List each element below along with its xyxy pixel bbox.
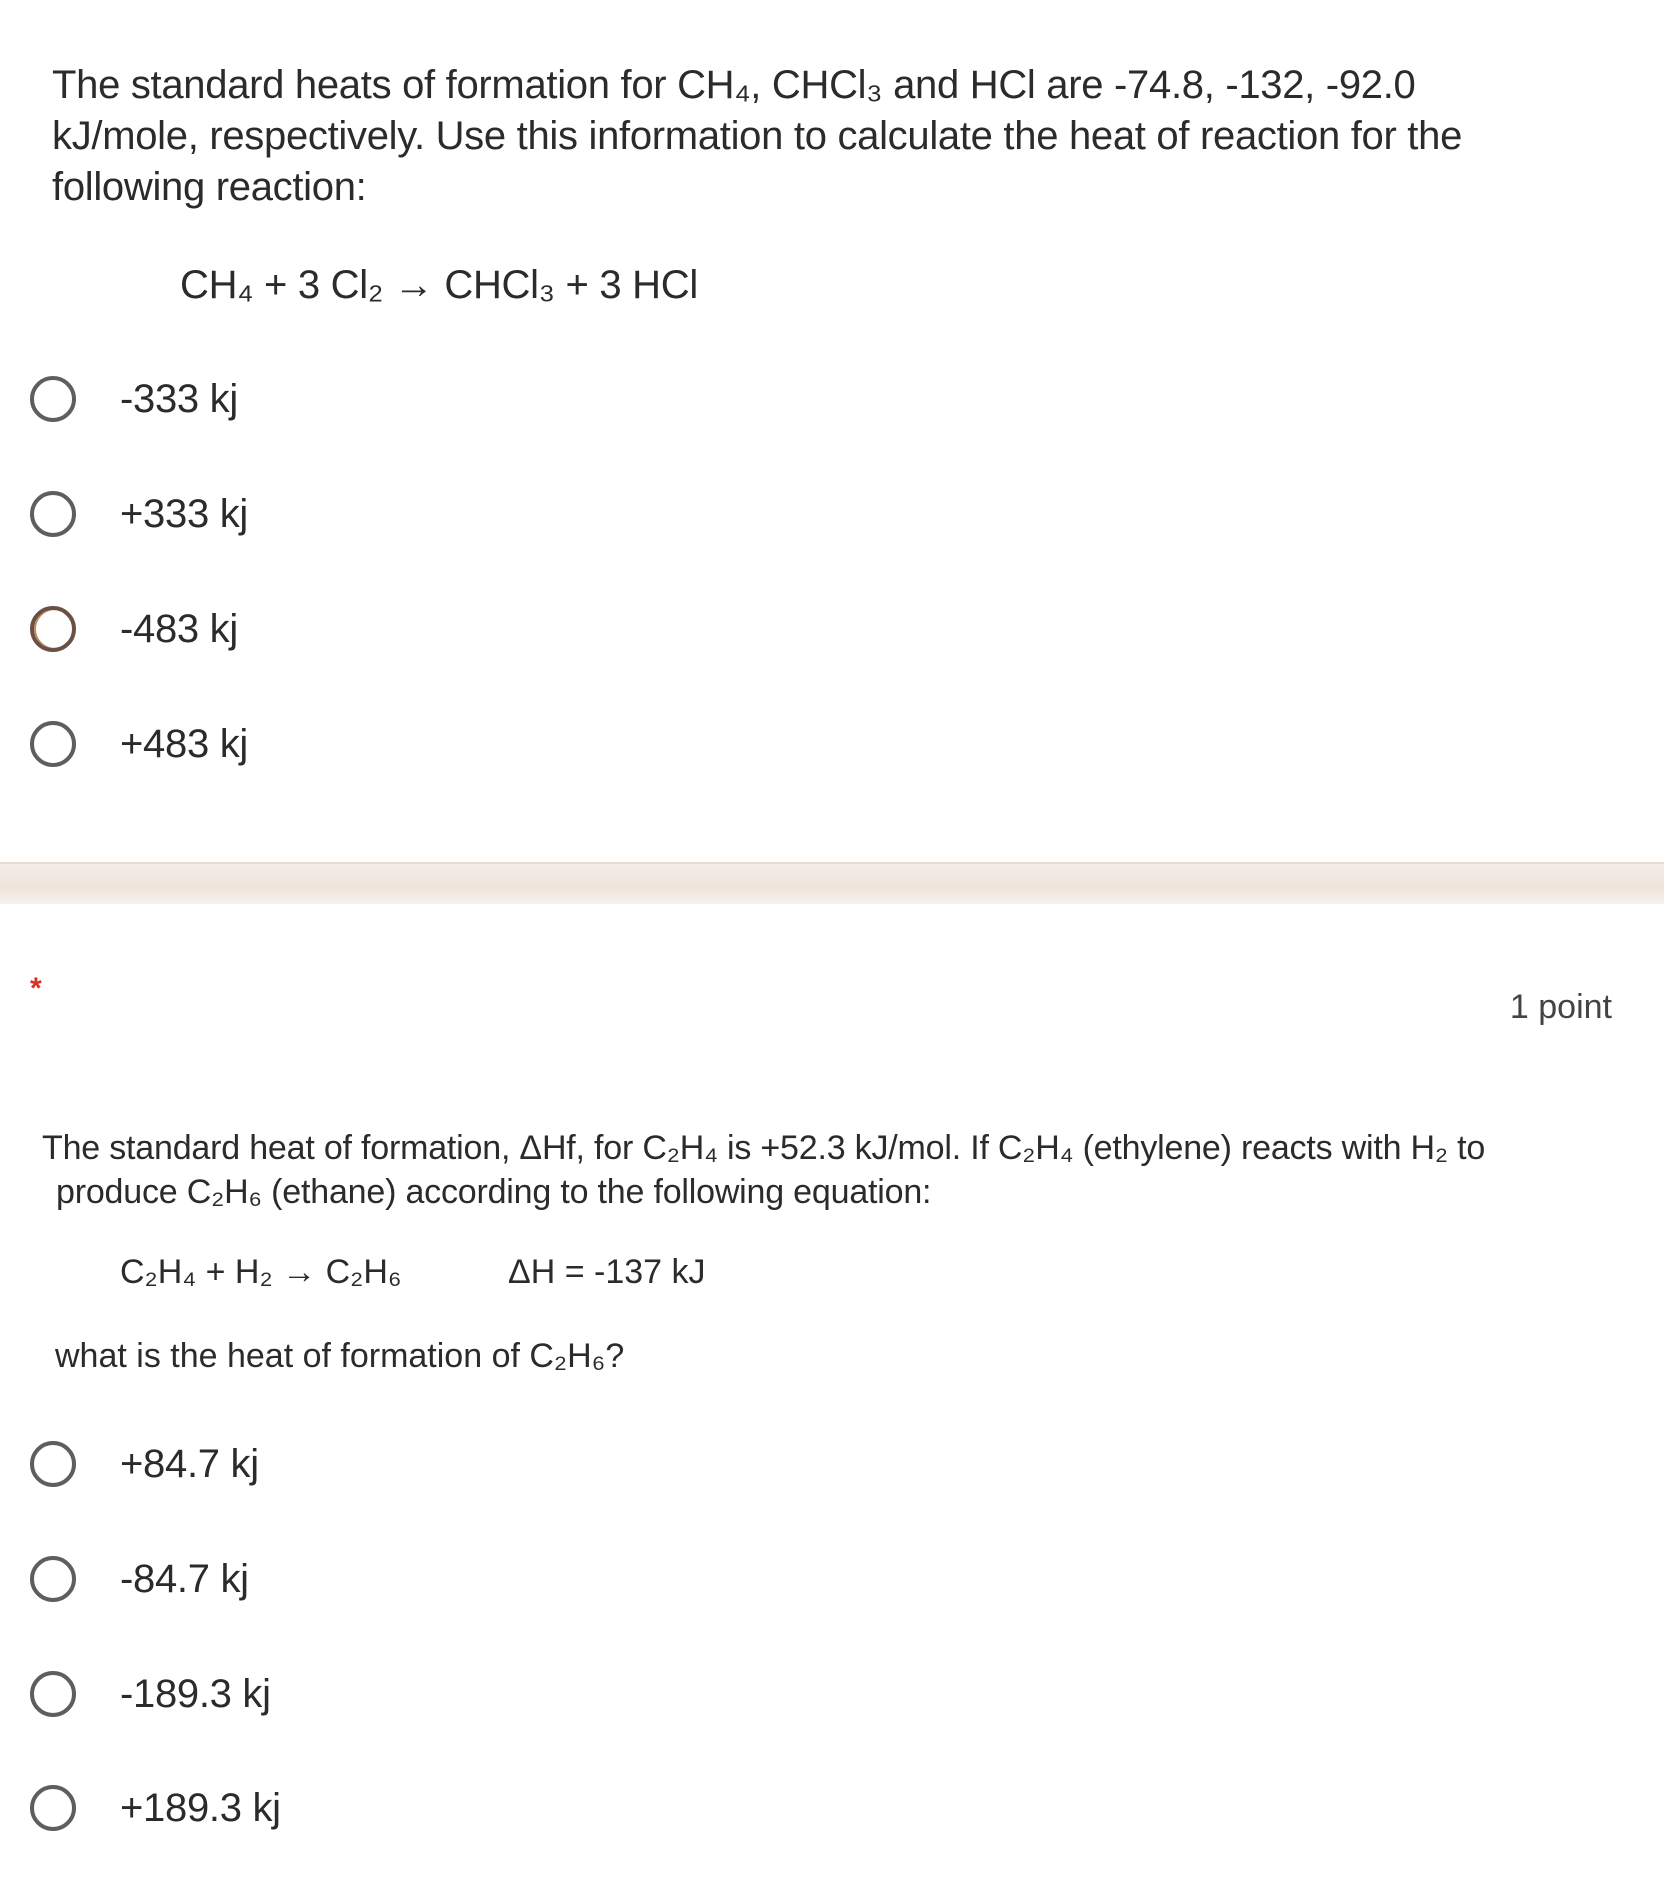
q2-option-3-label: -189.3 kj — [120, 1671, 271, 1716]
q2-option-4-label: +189.3 kj — [120, 1785, 281, 1830]
radio-button-icon[interactable] — [30, 491, 76, 537]
q2-option-4[interactable] — [30, 1778, 281, 1838]
question-2-line-1: The standard heat of formation, ΔHf, for C₂H₄ is +52.3 kJ/mol. If C₂H₄ (ethylene) reacts with H₂ to — [42, 1129, 1486, 1167]
question-1-line-2: kJ/mole, respectively. Use this information to calculate the heat of reaction for the — [52, 114, 1463, 158]
question-2-line-2: produce C₂H₆ (ethane) according to the following equation: — [56, 1173, 932, 1211]
q2-option-1-label: +84.7 kj — [120, 1441, 259, 1486]
q1-option-3[interactable] — [30, 599, 238, 659]
radio-button-icon[interactable] — [30, 1785, 76, 1831]
question-1-line-1: The standard heats of formation for CH₄, CHCl₃ and HCl are -74.8, -132, -92.0 — [52, 63, 1416, 107]
question-1-equation: CH₄ + 3 Cl₂ → CHCl₃ + 3 HCl — [180, 263, 698, 307]
radio-button-icon[interactable] — [30, 606, 76, 652]
radio-button-icon[interactable] — [30, 1671, 76, 1717]
question-2-equation: C₂H₄ + H₂ → C₂H₆ — [120, 1253, 402, 1291]
q2-option-2[interactable] — [30, 1549, 249, 1609]
q2-option-2-label: -84.7 kj — [120, 1556, 249, 1601]
radio-button-icon[interactable] — [30, 376, 76, 422]
q1-option-1[interactable] — [30, 369, 238, 429]
question-2-prompt: what is the heat of formation of C₂H₆? — [55, 1337, 625, 1375]
q1-option-1-label: -333 kj — [120, 376, 238, 421]
question-1-line-3: following reaction: — [52, 165, 367, 209]
section-divider — [0, 862, 1664, 906]
question-card-2 — [0, 904, 1664, 1877]
question-2-delta-h: ΔH = -137 kJ — [508, 1253, 706, 1291]
radio-button-icon[interactable] — [30, 1556, 76, 1602]
q1-option-2[interactable] — [30, 484, 248, 544]
q1-option-3-label: -483 kj — [120, 606, 238, 651]
q1-option-2-label: +333 kj — [120, 491, 248, 536]
q2-option-1[interactable] — [30, 1434, 259, 1494]
q1-option-4-label: +483 kj — [120, 721, 248, 766]
radio-button-icon[interactable] — [30, 721, 76, 767]
q1-option-4[interactable] — [30, 714, 248, 774]
radio-button-icon[interactable] — [30, 1441, 76, 1487]
q2-option-3[interactable] — [30, 1664, 271, 1724]
question-1-text — [52, 60, 1612, 213]
required-asterisk: * — [30, 972, 42, 1005]
question-2-text — [42, 1126, 1622, 1214]
question-points: 1 point — [1509, 988, 1612, 1026]
question-card-1 — [0, 0, 1664, 862]
